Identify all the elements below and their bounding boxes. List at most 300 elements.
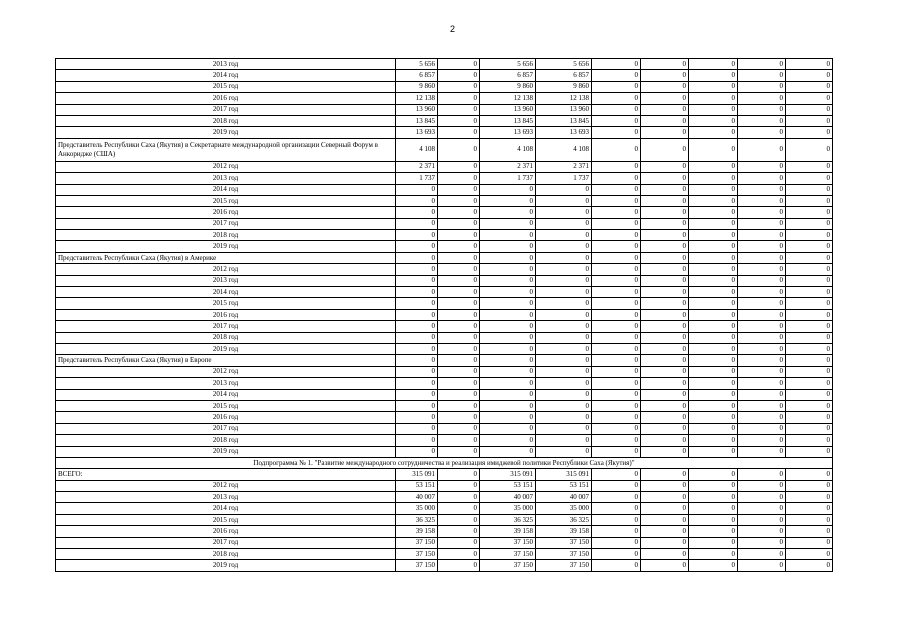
year-label: 2016 год — [56, 93, 396, 104]
year-label: 2015 год — [56, 298, 396, 309]
value-cell: 0 — [738, 93, 786, 104]
value-cell: 0 — [689, 287, 738, 298]
value-cell: 0 — [438, 389, 480, 400]
value-cell: 0 — [480, 309, 536, 320]
value-cell: 0 — [641, 503, 689, 514]
value-cell: 13 960 — [396, 104, 438, 115]
table-row-year — [56, 514, 833, 525]
value-cell: 0 — [396, 298, 438, 309]
value-cell: 0 — [396, 412, 438, 423]
value-cell: 0 — [689, 127, 738, 138]
value-cell: 9 860 — [536, 81, 592, 92]
value-cell: 0 — [689, 207, 738, 218]
year-label: 2015 год — [56, 81, 396, 92]
table-row-year — [56, 275, 833, 286]
value-cell: 6 857 — [396, 70, 438, 81]
value-cell: 0 — [438, 138, 480, 161]
value-cell: 0 — [641, 309, 689, 320]
value-cell: 0 — [438, 252, 480, 263]
value-cell: 0 — [786, 343, 833, 354]
table-row-subprogram — [56, 457, 833, 468]
value-cell: 0 — [592, 469, 641, 480]
table-row-year — [56, 241, 833, 252]
value-cell: 0 — [592, 104, 641, 115]
value-cell: 0 — [438, 435, 480, 446]
value-cell: 0 — [738, 184, 786, 195]
value-cell: 0 — [641, 321, 689, 332]
value-cell: 0 — [641, 230, 689, 241]
value-cell: 0 — [641, 560, 689, 571]
value-cell: 0 — [738, 309, 786, 320]
value-cell: 53 151 — [396, 480, 438, 491]
value-cell: 13 845 — [480, 115, 536, 126]
value-cell: 35 000 — [480, 503, 536, 514]
value-cell: 13 693 — [536, 127, 592, 138]
value-cell: 0 — [786, 309, 833, 320]
value-cell: 0 — [592, 252, 641, 263]
value-cell: 0 — [641, 127, 689, 138]
value-cell: 37 150 — [480, 560, 536, 571]
value-cell: 0 — [641, 400, 689, 411]
value-cell: 0 — [786, 218, 833, 229]
value-cell: 0 — [689, 321, 738, 332]
value-cell: 37 150 — [536, 537, 592, 548]
value-cell: 0 — [738, 321, 786, 332]
section-label: Представитель Республики Саха (Якутия) в Европе — [56, 355, 396, 366]
value-cell: 0 — [536, 252, 592, 263]
value-cell: 0 — [786, 252, 833, 263]
value-cell: 0 — [641, 275, 689, 286]
value-cell: 4 108 — [480, 138, 536, 161]
value-cell: 0 — [786, 138, 833, 161]
value-cell: 0 — [438, 514, 480, 525]
value-cell: 0 — [438, 412, 480, 423]
year-label: 2012 год — [56, 366, 396, 377]
year-label: 2018 год — [56, 115, 396, 126]
value-cell: 0 — [689, 298, 738, 309]
value-cell: 0 — [786, 537, 833, 548]
value-cell: 0 — [438, 161, 480, 172]
value-cell: 0 — [536, 230, 592, 241]
value-cell: 0 — [786, 366, 833, 377]
value-cell: 0 — [689, 81, 738, 92]
value-cell: 0 — [536, 378, 592, 389]
value-cell: 0 — [592, 173, 641, 184]
value-cell: 0 — [480, 218, 536, 229]
value-cell: 0 — [536, 241, 592, 252]
value-cell: 0 — [786, 526, 833, 537]
value-cell: 0 — [480, 195, 536, 206]
value-cell: 0 — [738, 378, 786, 389]
value-cell: 0 — [641, 184, 689, 195]
year-label: 2019 год — [56, 127, 396, 138]
value-cell: 0 — [396, 366, 438, 377]
value-cell: 0 — [786, 469, 833, 480]
table-row-year — [56, 492, 833, 503]
value-cell: 0 — [438, 469, 480, 480]
value-cell: 0 — [396, 264, 438, 275]
value-cell: 0 — [536, 321, 592, 332]
value-cell: 0 — [438, 321, 480, 332]
value-cell: 0 — [786, 400, 833, 411]
year-label: 2013 год — [56, 492, 396, 503]
value-cell: 0 — [738, 355, 786, 366]
value-cell: 0 — [641, 115, 689, 126]
value-cell: 0 — [738, 230, 786, 241]
value-cell: 0 — [641, 526, 689, 537]
table-row-year — [56, 218, 833, 229]
year-label: 2015 год — [56, 400, 396, 411]
table-row-year — [56, 59, 833, 70]
value-cell: 0 — [641, 93, 689, 104]
value-cell: 0 — [592, 275, 641, 286]
value-cell: 0 — [786, 127, 833, 138]
value-cell: 0 — [592, 480, 641, 491]
value-cell: 0 — [786, 161, 833, 172]
value-cell: 0 — [438, 309, 480, 320]
value-cell: 0 — [689, 469, 738, 480]
value-cell: 0 — [480, 343, 536, 354]
year-label: 2016 год — [56, 412, 396, 423]
value-cell: 0 — [641, 81, 689, 92]
table-row-year — [56, 173, 833, 184]
year-label: 2016 год — [56, 309, 396, 320]
value-cell: 0 — [536, 309, 592, 320]
value-cell: 0 — [641, 59, 689, 70]
value-cell: 2 371 — [396, 161, 438, 172]
value-cell: 0 — [592, 412, 641, 423]
value-cell: 0 — [689, 218, 738, 229]
table-row-year — [56, 389, 833, 400]
value-cell: 0 — [592, 241, 641, 252]
year-label: 2017 год — [56, 218, 396, 229]
table-row-year — [56, 503, 833, 514]
value-cell: 0 — [592, 298, 641, 309]
value-cell: 1 737 — [396, 173, 438, 184]
value-cell: 0 — [738, 492, 786, 503]
year-label: 2012 год — [56, 264, 396, 275]
value-cell: 0 — [738, 275, 786, 286]
table-row-year — [56, 549, 833, 560]
value-cell: 0 — [438, 241, 480, 252]
value-cell: 0 — [396, 195, 438, 206]
table-row-year — [56, 104, 833, 115]
value-cell: 0 — [786, 549, 833, 560]
value-cell: 35 000 — [396, 503, 438, 514]
section-label: ВСЕГО: — [56, 469, 396, 480]
value-cell: 0 — [641, 514, 689, 525]
value-cell: 0 — [480, 264, 536, 275]
value-cell: 0 — [738, 446, 786, 457]
table-row-year — [56, 526, 833, 537]
value-cell: 0 — [438, 343, 480, 354]
value-cell: 0 — [689, 230, 738, 241]
value-cell: 0 — [592, 446, 641, 457]
value-cell: 0 — [786, 389, 833, 400]
value-cell: 0 — [396, 446, 438, 457]
value-cell: 0 — [592, 435, 641, 446]
value-cell: 0 — [786, 435, 833, 446]
value-cell: 0 — [738, 298, 786, 309]
value-cell: 39 158 — [480, 526, 536, 537]
value-cell: 0 — [738, 252, 786, 263]
year-label: 2018 год — [56, 332, 396, 343]
value-cell: 0 — [480, 355, 536, 366]
value-cell: 0 — [786, 492, 833, 503]
value-cell: 0 — [641, 252, 689, 263]
value-cell: 0 — [786, 298, 833, 309]
value-cell: 0 — [738, 104, 786, 115]
value-cell: 12 138 — [480, 93, 536, 104]
value-cell: 0 — [480, 400, 536, 411]
value-cell: 37 150 — [396, 549, 438, 560]
value-cell: 0 — [786, 412, 833, 423]
value-cell: 0 — [689, 526, 738, 537]
value-cell: 0 — [396, 332, 438, 343]
value-cell: 0 — [438, 81, 480, 92]
value-cell: 0 — [641, 469, 689, 480]
value-cell: 0 — [438, 195, 480, 206]
year-label: 2012 год — [56, 480, 396, 491]
value-cell: 0 — [592, 355, 641, 366]
value-cell: 13 960 — [536, 104, 592, 115]
value-cell: 0 — [641, 138, 689, 161]
value-cell: 0 — [536, 400, 592, 411]
value-cell: 0 — [689, 480, 738, 491]
value-cell: 0 — [480, 423, 536, 434]
value-cell: 0 — [689, 412, 738, 423]
value-cell: 0 — [786, 230, 833, 241]
table-row-year — [56, 195, 833, 206]
value-cell: 0 — [689, 343, 738, 354]
value-cell: 0 — [438, 218, 480, 229]
table-row-section — [56, 252, 833, 263]
year-label: 2014 год — [56, 287, 396, 298]
value-cell: 0 — [689, 492, 738, 503]
value-cell: 0 — [536, 446, 592, 457]
value-cell: 13 845 — [536, 115, 592, 126]
value-cell: 0 — [689, 184, 738, 195]
value-cell: 0 — [689, 423, 738, 434]
value-cell: 0 — [536, 287, 592, 298]
value-cell: 315 091 — [536, 469, 592, 480]
value-cell: 0 — [641, 343, 689, 354]
table-row-year — [56, 298, 833, 309]
value-cell: 0 — [438, 537, 480, 548]
value-cell: 0 — [396, 241, 438, 252]
table-row-year — [56, 127, 833, 138]
year-label: 2014 год — [56, 70, 396, 81]
year-label: 2015 год — [56, 195, 396, 206]
year-label: 2016 год — [56, 207, 396, 218]
value-cell: 0 — [438, 503, 480, 514]
value-cell: 0 — [536, 343, 592, 354]
value-cell: 0 — [438, 93, 480, 104]
value-cell: 0 — [641, 287, 689, 298]
value-cell: 0 — [738, 343, 786, 354]
value-cell: 0 — [786, 332, 833, 343]
value-cell: 0 — [738, 138, 786, 161]
value-cell: 40 007 — [536, 492, 592, 503]
value-cell: 0 — [738, 70, 786, 81]
year-label: 2019 год — [56, 446, 396, 457]
value-cell: 0 — [641, 355, 689, 366]
value-cell: 0 — [738, 366, 786, 377]
value-cell: 0 — [689, 389, 738, 400]
value-cell: 2 371 — [480, 161, 536, 172]
value-cell: 0 — [786, 287, 833, 298]
value-cell: 0 — [689, 366, 738, 377]
value-cell: 0 — [786, 264, 833, 275]
value-cell: 0 — [689, 161, 738, 172]
value-cell: 0 — [592, 514, 641, 525]
value-cell: 0 — [786, 321, 833, 332]
table-row-year — [56, 287, 833, 298]
value-cell: 0 — [396, 230, 438, 241]
value-cell: 0 — [480, 412, 536, 423]
value-cell: 0 — [738, 161, 786, 172]
year-label: 2013 год — [56, 59, 396, 70]
value-cell: 0 — [592, 389, 641, 400]
value-cell: 0 — [738, 537, 786, 548]
table-row-year — [56, 93, 833, 104]
value-cell: 0 — [689, 93, 738, 104]
value-cell: 0 — [786, 207, 833, 218]
value-cell: 6 857 — [480, 70, 536, 81]
value-cell: 1 737 — [480, 173, 536, 184]
section-label: Представитель Республики Саха (Якутия) в Америке — [56, 252, 396, 263]
year-label: 2019 год — [56, 560, 396, 571]
value-cell: 0 — [396, 207, 438, 218]
value-cell: 0 — [641, 412, 689, 423]
value-cell: 2 371 — [536, 161, 592, 172]
value-cell: 0 — [786, 195, 833, 206]
value-cell: 0 — [536, 332, 592, 343]
value-cell: 0 — [480, 378, 536, 389]
value-cell: 0 — [396, 343, 438, 354]
value-cell: 0 — [592, 378, 641, 389]
value-cell: 0 — [592, 207, 641, 218]
value-cell: 0 — [480, 366, 536, 377]
value-cell: 0 — [689, 264, 738, 275]
value-cell: 0 — [641, 161, 689, 172]
value-cell: 0 — [641, 298, 689, 309]
value-cell: 0 — [438, 115, 480, 126]
table-row-year — [56, 400, 833, 411]
table-row-year — [56, 446, 833, 457]
value-cell: 0 — [641, 173, 689, 184]
value-cell: 0 — [536, 298, 592, 309]
value-cell: 0 — [592, 81, 641, 92]
value-cell: 0 — [438, 264, 480, 275]
value-cell: 37 150 — [396, 560, 438, 571]
year-label: 2019 год — [56, 343, 396, 354]
value-cell: 36 325 — [396, 514, 438, 525]
value-cell: 0 — [438, 492, 480, 503]
value-cell: 0 — [438, 104, 480, 115]
value-cell: 0 — [641, 537, 689, 548]
value-cell: 0 — [641, 70, 689, 81]
table-row-year — [56, 537, 833, 548]
year-label: 2014 год — [56, 389, 396, 400]
value-cell: 0 — [438, 423, 480, 434]
year-label: 2013 год — [56, 275, 396, 286]
value-cell: 0 — [592, 138, 641, 161]
value-cell: 0 — [689, 70, 738, 81]
year-label: 2013 год — [56, 378, 396, 389]
value-cell: 0 — [592, 287, 641, 298]
value-cell: 0 — [689, 195, 738, 206]
value-cell: 12 138 — [396, 93, 438, 104]
value-cell: 0 — [438, 526, 480, 537]
value-cell: 0 — [396, 423, 438, 434]
value-cell: 0 — [641, 446, 689, 457]
year-label: 2014 год — [56, 184, 396, 195]
value-cell: 0 — [786, 115, 833, 126]
value-cell: 0 — [592, 218, 641, 229]
value-cell: 0 — [738, 549, 786, 560]
page-number: 2 — [449, 24, 455, 34]
value-cell: 0 — [738, 423, 786, 434]
value-cell: 0 — [641, 389, 689, 400]
section-label: Представитель Республики Саха (Якутия) в Секретариате международной организации Северный Форум в Анкоридже (США) — [56, 138, 396, 161]
value-cell: 0 — [641, 104, 689, 115]
value-cell: 0 — [689, 115, 738, 126]
value-cell: 0 — [480, 252, 536, 263]
value-cell: 0 — [786, 355, 833, 366]
value-cell: 0 — [592, 503, 641, 514]
value-cell: 0 — [396, 389, 438, 400]
value-cell: 0 — [641, 207, 689, 218]
value-cell: 0 — [641, 435, 689, 446]
value-cell: 0 — [738, 469, 786, 480]
value-cell: 0 — [480, 184, 536, 195]
value-cell: 0 — [786, 59, 833, 70]
table-row-year — [56, 321, 833, 332]
value-cell: 0 — [592, 537, 641, 548]
value-cell: 315 091 — [396, 469, 438, 480]
value-cell: 0 — [438, 275, 480, 286]
table-row-year — [56, 412, 833, 423]
table-row-section — [56, 138, 833, 161]
value-cell: 0 — [689, 514, 738, 525]
value-cell: 0 — [480, 287, 536, 298]
value-cell: 0 — [786, 378, 833, 389]
value-cell: 0 — [536, 412, 592, 423]
value-cell: 0 — [438, 173, 480, 184]
value-cell: 37 150 — [536, 549, 592, 560]
value-cell: 0 — [738, 59, 786, 70]
value-cell: 0 — [480, 207, 536, 218]
value-cell: 0 — [738, 400, 786, 411]
value-cell: 13 693 — [480, 127, 536, 138]
value-cell: 0 — [689, 446, 738, 457]
value-cell: 0 — [738, 389, 786, 400]
value-cell: 0 — [536, 195, 592, 206]
value-cell: 0 — [480, 389, 536, 400]
value-cell: 0 — [438, 400, 480, 411]
year-label: 2016 год — [56, 526, 396, 537]
value-cell: 36 325 — [536, 514, 592, 525]
subprogram-title: Подпрограмма № 1. "Развитие международного сотрудничества и реализация имиджевой политики Республики Саха (Якутия)" — [56, 457, 833, 468]
year-label: 2017 год — [56, 104, 396, 115]
value-cell: 0 — [438, 378, 480, 389]
value-cell: 39 158 — [396, 526, 438, 537]
table-row-year — [56, 378, 833, 389]
value-cell: 0 — [738, 218, 786, 229]
value-cell: 0 — [396, 378, 438, 389]
value-cell: 0 — [592, 195, 641, 206]
